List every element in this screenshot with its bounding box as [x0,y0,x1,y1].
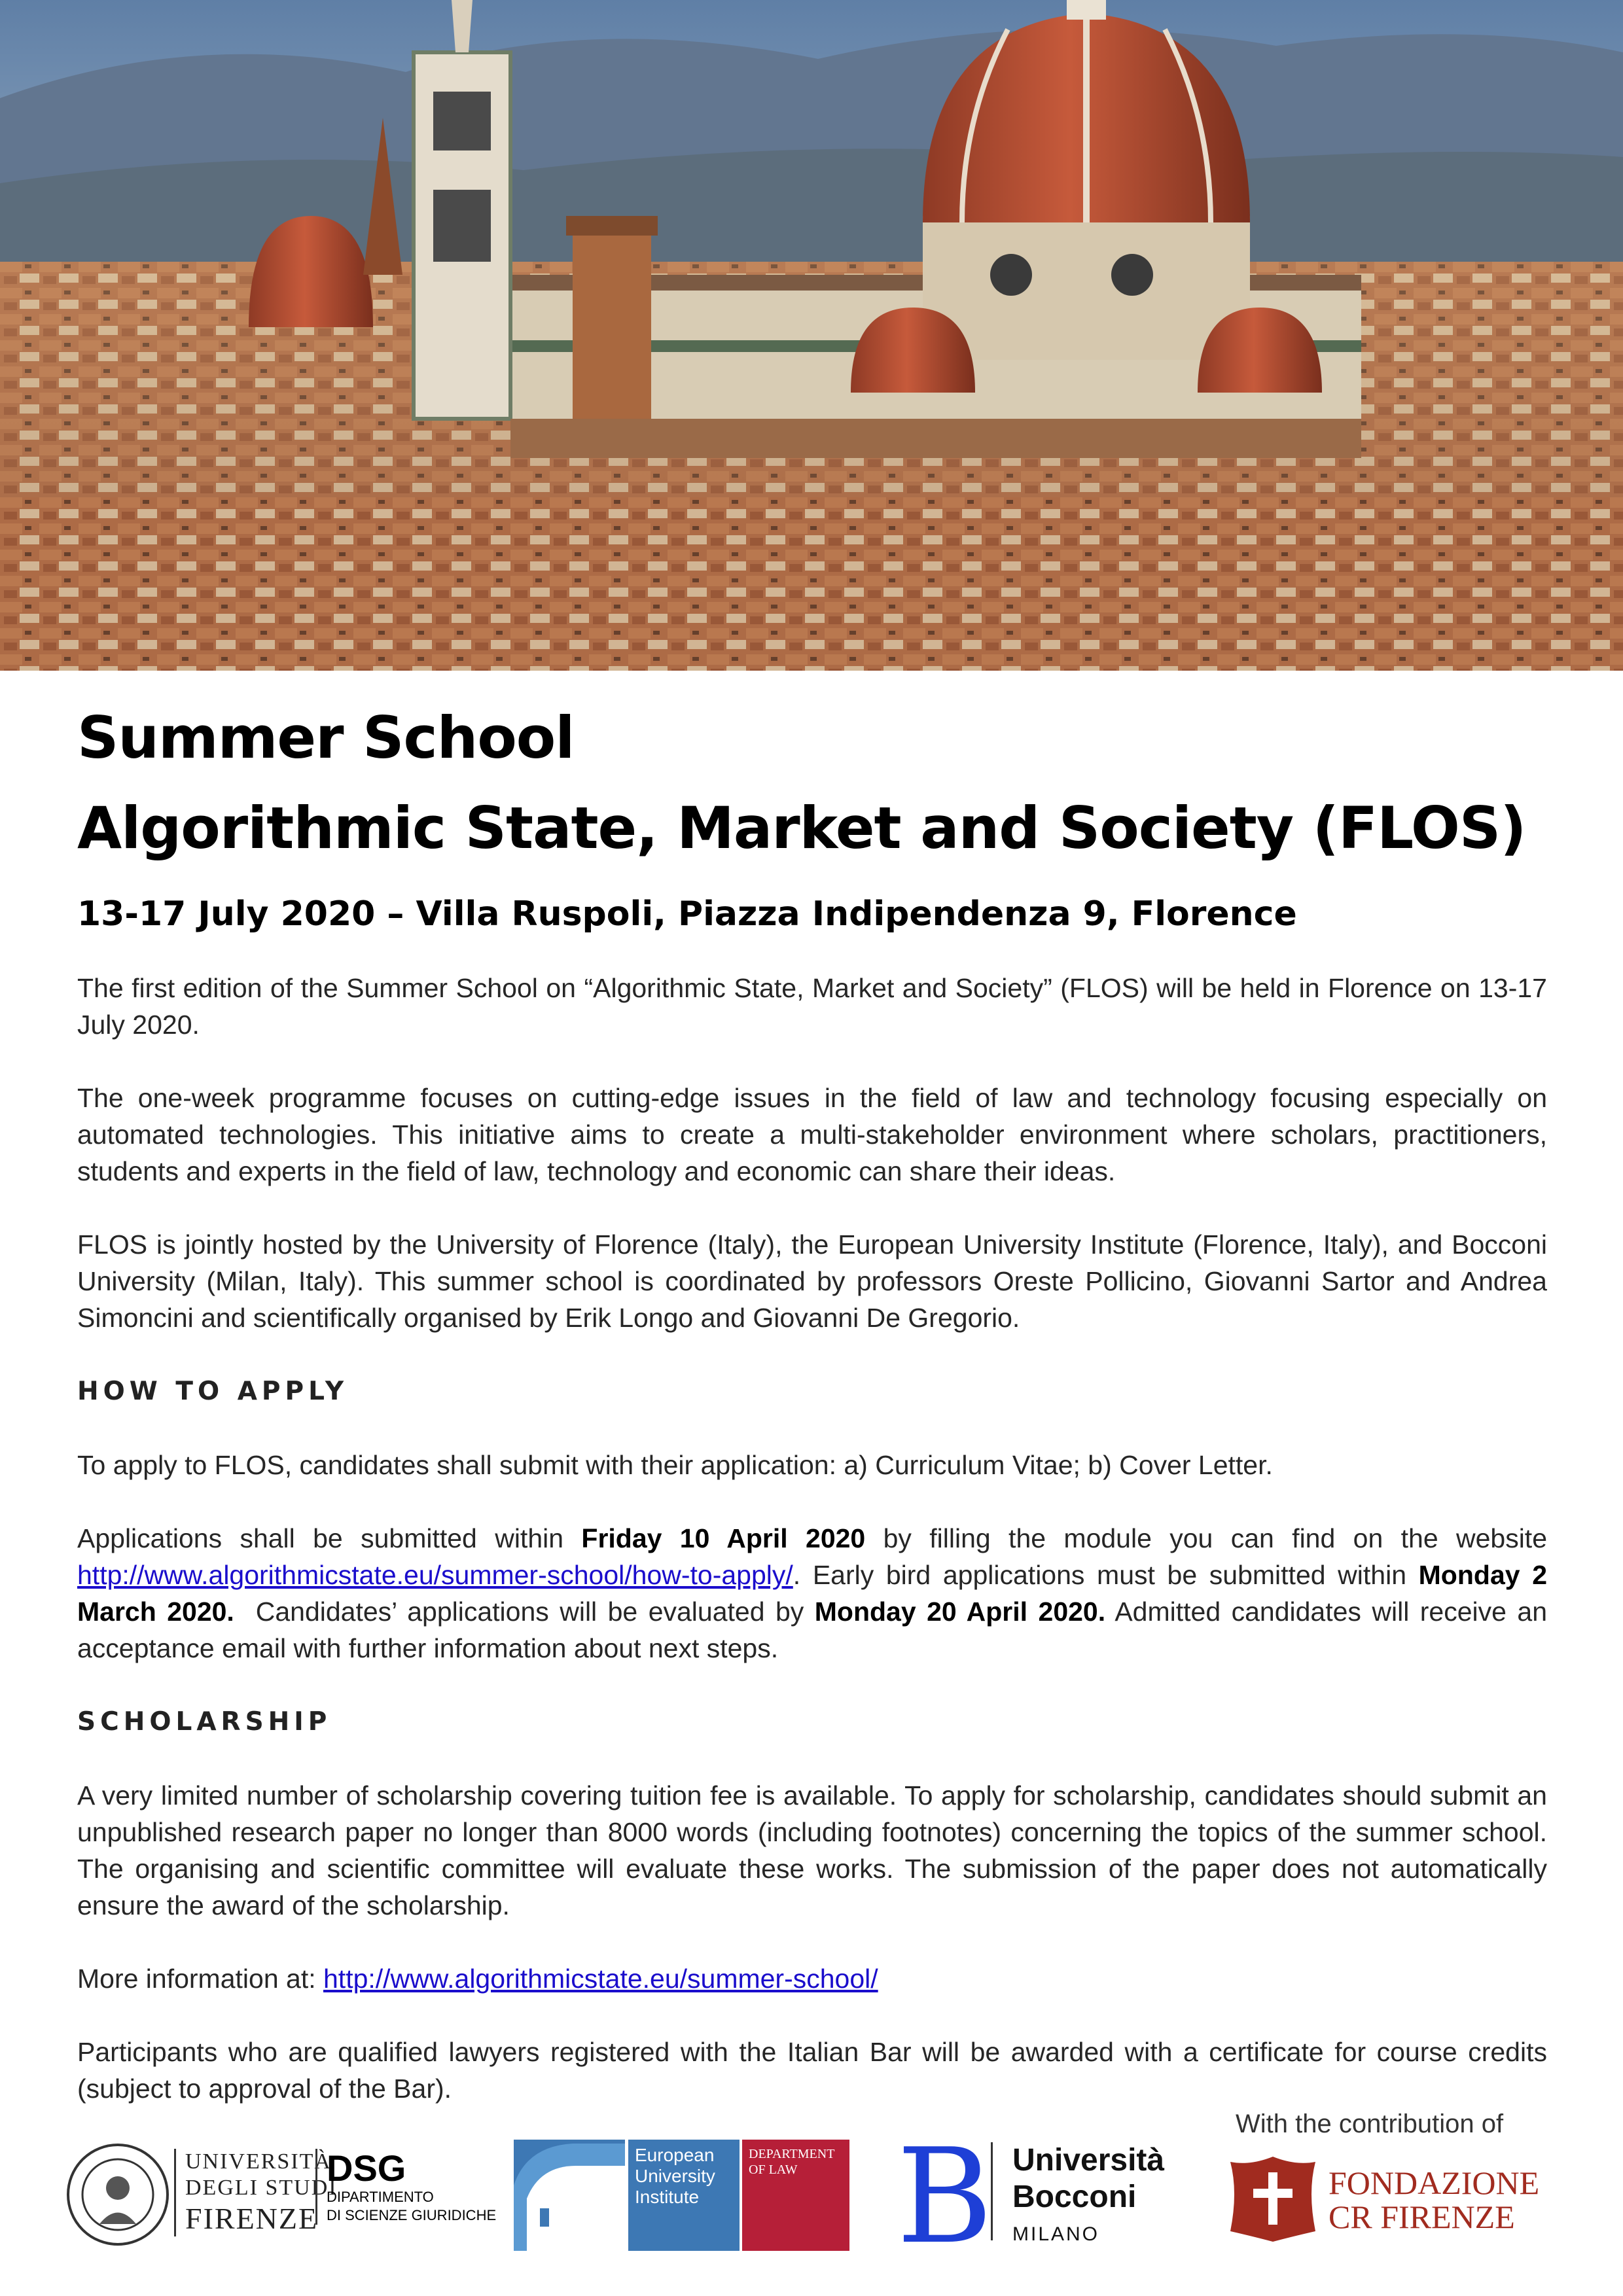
evaluation-date: Monday 20 April 2020. [814,1597,1106,1627]
event-date-venue: 13-17 July 2020 – Villa Ruspoli, Piazza Indipendenza 9, Florence [77,894,1297,934]
eui-name-3: Institute [635,2187,700,2207]
poster-content [77,694,1547,2107]
hero-photo-florence-cathedral [0,0,1623,671]
apply-text-a: Applications shall be submitted within [77,1523,582,1553]
intro-paragraph-2: The one-week programme focuses on cutting-edge issues in the field of law and technology focusing especially on automated technologies. This initiative aims to create a multi-stakeholder environment where scholars, practitioners, students and experts in the field of law, technology and economic can share their ideas. [77,1083,1547,1186]
fondazione-wordmark [1329,2166,1539,2234]
unifi-name-2: DEGLI STUDI [185,2176,338,2200]
apply-text-c: . Early bird applications must be submitted within [793,1560,1419,1590]
early-bird-deadline: Monday 2 March 2020. [77,1560,1547,1627]
svg-text:B: B [897,2121,993,2273]
apply-paragraph-2 [77,1520,1547,1667]
bar-credits-paragraph: Participants who are qualified lawyers registered with the Italian Bar will be awarded with a certificate for course credits (subject to approval of the Bar). [77,2037,1547,2104]
more-info-label: More information at: [77,1964,323,1994]
apply-text-e: Admitted candidates will receive an acceptance email with further information about next steps. [77,1597,1548,1663]
eui-law-department [742,2140,849,2251]
page-title-line-2: Algorithmic State, Market and Society (FLOS) [77,794,1526,862]
bocconi-city: MILANO [1012,2223,1100,2245]
unifi-wordmark [174,2149,338,2236]
eui-dept-1: DEPARTMENT [749,2147,835,2161]
page-title-line-1: Summer School [77,704,575,771]
how-to-apply-link[interactable]: http://www.algorithmicstate.eu/summer-school/how-to-apply/ [77,1560,793,1590]
application-deadline: Friday 10 April 2020 [581,1523,866,1553]
intro-paragraph-1: The first edition of the Summer School on “Algorithmic State, Market and Society” (FLOS) will be held in Florence on 13-17 July 2020. [77,973,1547,1040]
fondazione-name-2: CR FIRENZE [1329,2199,1515,2235]
unifi-name-1: UNIVERSITÀ [185,2149,332,2174]
dsg-name-2: DI SCIENZE GIURIDICHE [327,2207,497,2223]
dsg-abbr: DSG [327,2147,406,2189]
section-heading-scholarship: SCHOLARSHIP [77,1707,332,1737]
summer-school-link[interactable]: http://www.algorithmicstate.eu/summer-school/ [323,1964,878,1994]
fondazione-name-1: FONDAZIONE [1329,2164,1540,2201]
contribution-label: With the contribution of [1236,2110,1504,2138]
apply-paragraph-1: To apply to FLOS, candidates shall submit with their application: a) Curriculum Vitae; b) Cover Letter. [77,1450,1273,1480]
fondazione-emblem [1224,2153,1322,2244]
apply-text-d: Candidates’ applications will be evaluated by [234,1597,815,1627]
eui-emblem [514,2140,625,2251]
eui-wordmark [628,2140,740,2251]
apply-text-b: by filling the module you can find on the website [865,1523,1547,1553]
eui-dept-2: OF LAW [749,2163,798,2177]
dsg-logo [315,2149,496,2225]
bocconi-name-1: Università [1012,2143,1165,2178]
dsg-name-1: DIPARTIMENTO [327,2189,434,2205]
unifi-seal-logo [65,2142,170,2250]
scholarship-paragraph: A very limited number of scholarship covering tuition fee is available. To apply for scholarship, candidates should submit an unpublished research paper no longer than 8000 words (including footnotes) concerning the topics of the summer school. The organising and scientific committee will evaluate these works. The submission of the paper does not automatically ensure the award of the scholarship. [77,1780,1547,1920]
eui-name-2: University [635,2166,715,2186]
bocconi-name-2: Bocconi [1012,2180,1137,2214]
bocconi-wordmark [991,2142,1165,2245]
bocconi-b-logo [897,2121,993,2273]
more-info-line [77,1960,1547,1997]
eui-name-1: European [635,2145,715,2165]
intro-paragraph-3: FLOS is jointly hosted by the University of Florence (Italy), the European University Institute (Florence, Italy), and Bocconi University (Milan, Italy). This summer school is coordinated by professors Oreste Pollicino, Giovanni Sartor and Andrea Simoncini and scientifically organised by Erik Longo and Giovanni De Gregorio. [77,1229,1547,1333]
section-heading-how-to-apply: HOW TO APPLY [77,1377,349,1406]
unifi-name-3: FIRENZE [185,2202,319,2235]
